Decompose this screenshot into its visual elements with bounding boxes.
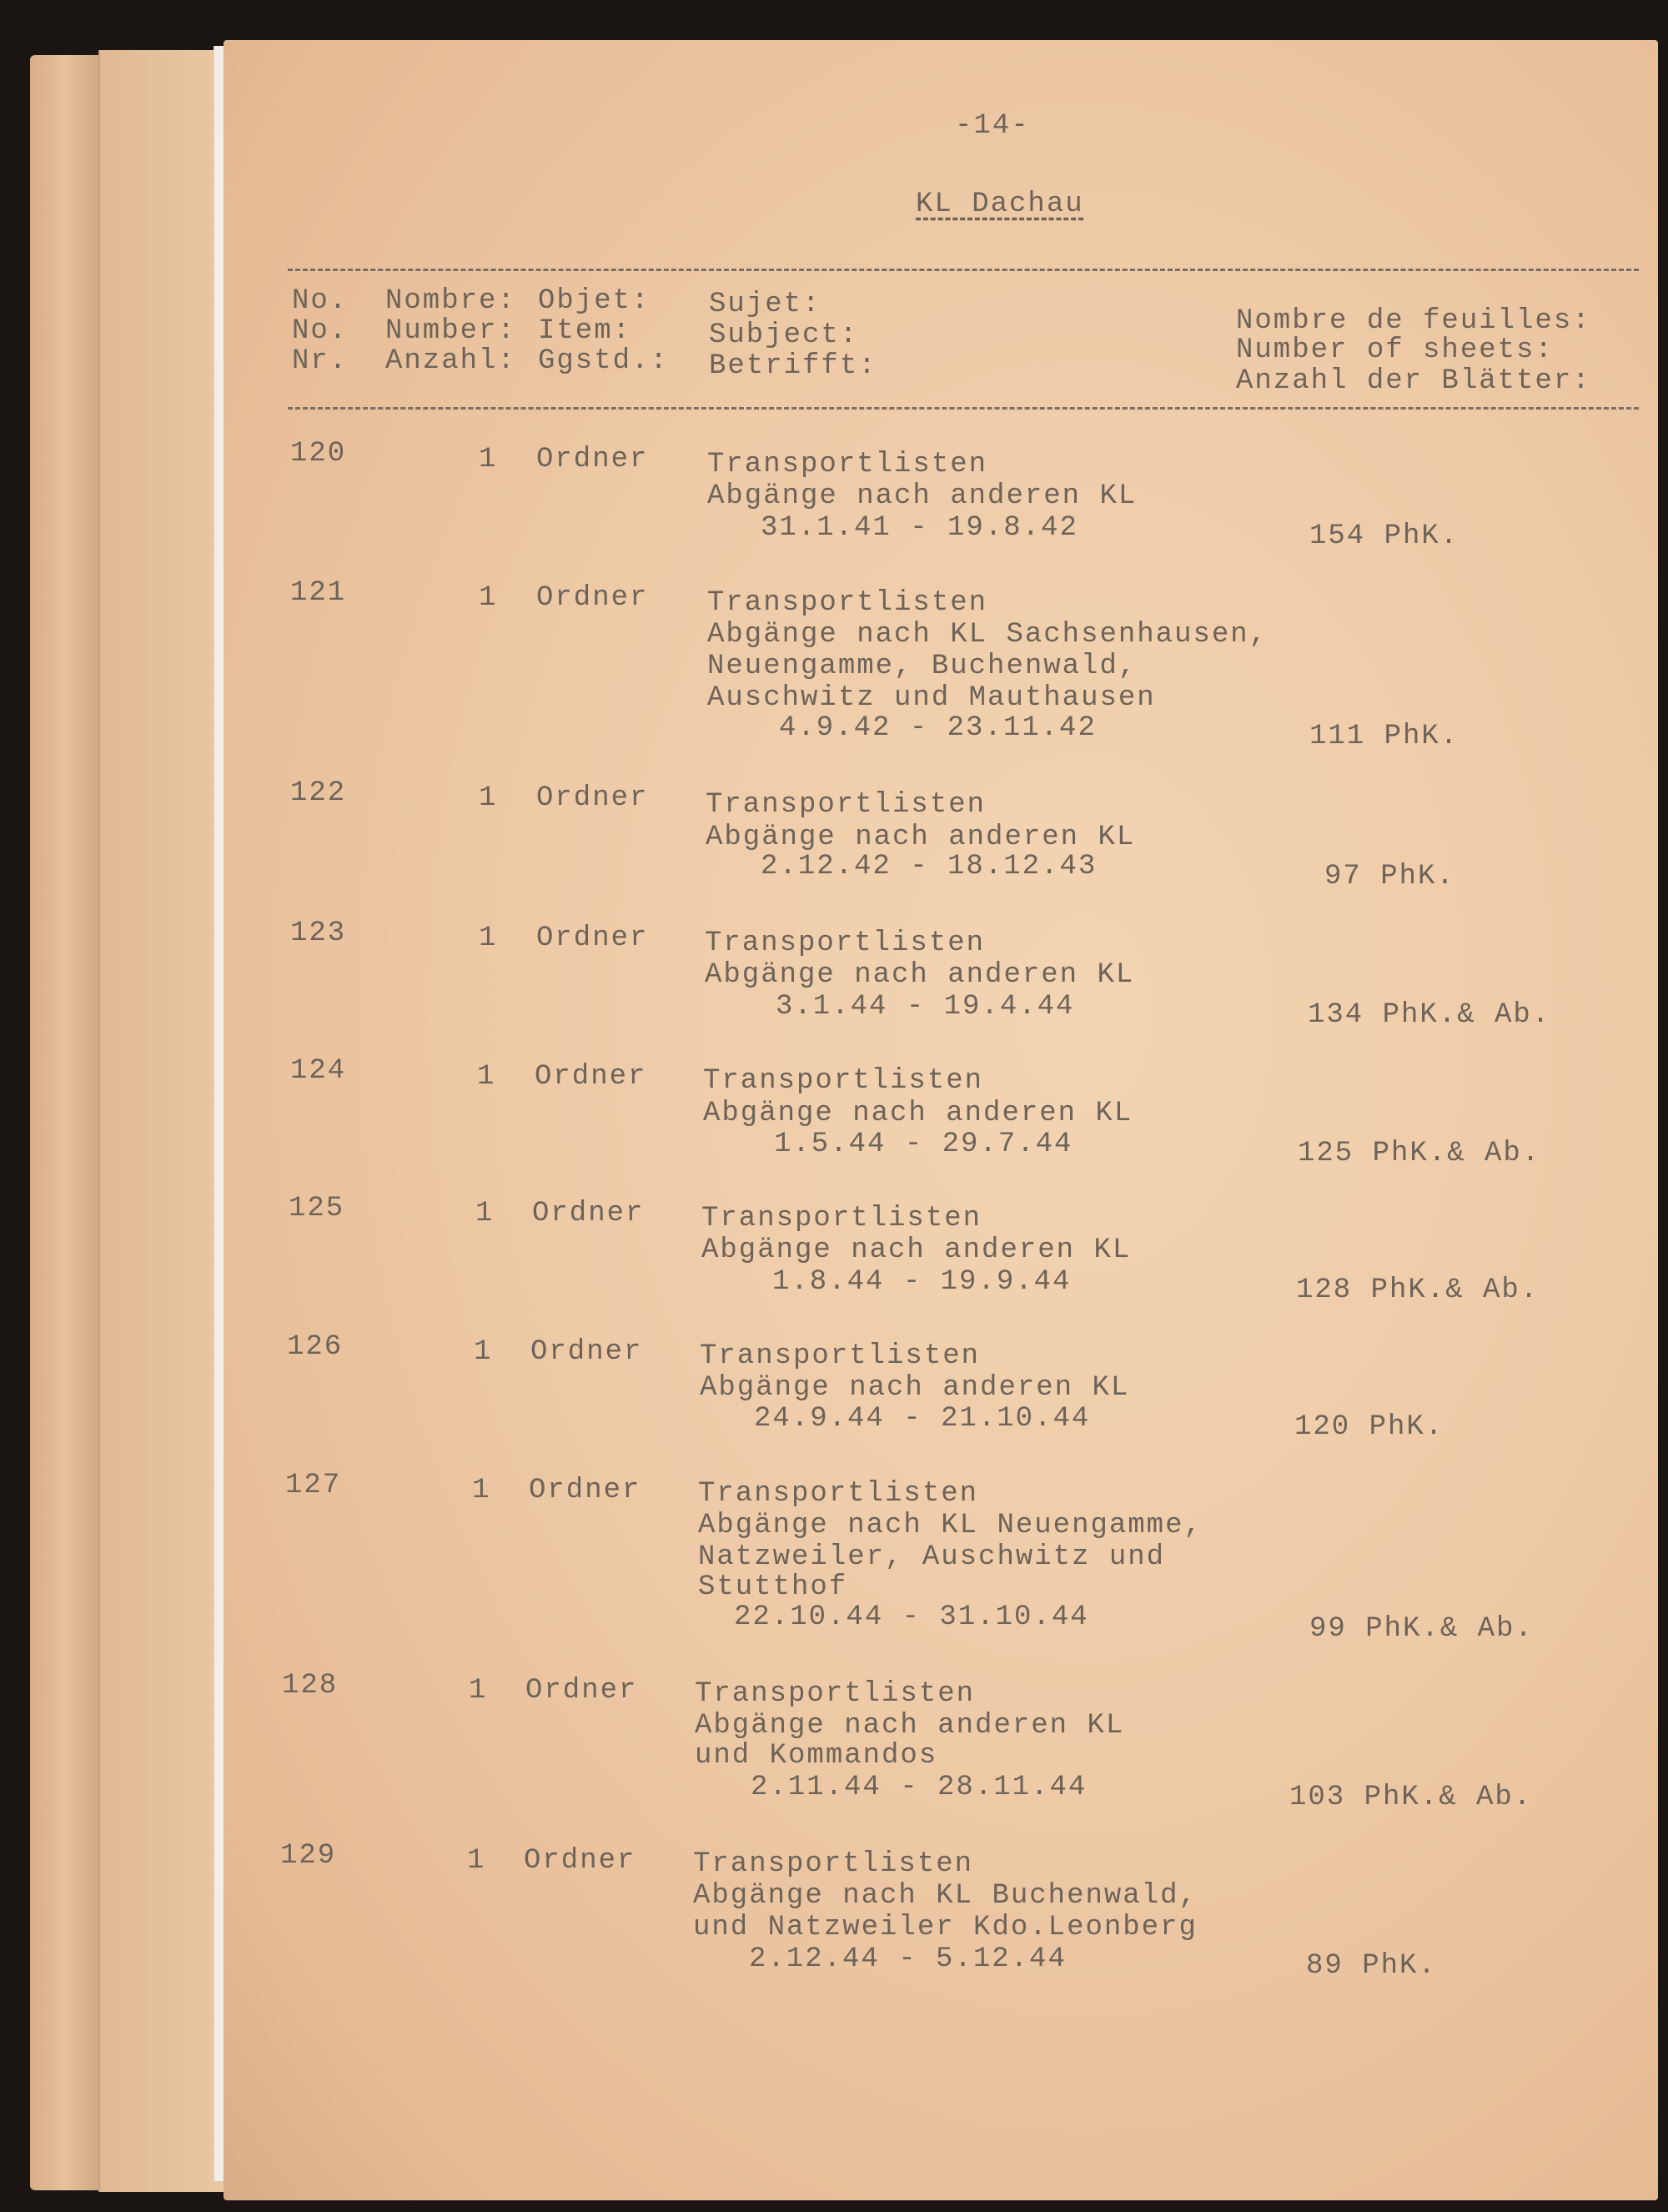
entry-subject-line: Auschwitz und Mauthausen: [707, 682, 1156, 714]
header-item-de: Ggstd.:: [538, 345, 669, 377]
entry-sheets: 99 PhK.& Ab.: [1309, 1613, 1534, 1645]
header-item-fr: Objet:: [538, 285, 651, 317]
entry-count: 1: [475, 1198, 495, 1229]
entry-sheets: 134 PhK.& Ab.: [1308, 999, 1551, 1031]
entry-item: Ordner: [536, 444, 649, 475]
entry-item: Ordner: [529, 1475, 641, 1506]
entry-count: 1: [472, 1475, 491, 1506]
document-title: KL Dachau: [916, 189, 1084, 220]
entry-number: 129: [280, 1840, 337, 1872]
entry-subject-line: Abgänge nach anderen KL: [701, 1234, 1132, 1266]
entry-number: 121: [290, 577, 347, 609]
entry-number: 124: [290, 1055, 347, 1087]
entry-dates: 22.10.44 - 31.10.44: [734, 1601, 1089, 1633]
entry-sheets: 89 PhK.: [1306, 1950, 1437, 1982]
entry-count: 1: [474, 1336, 493, 1368]
entry-subject-line: Abgänge nach KL Buchenwald,: [693, 1880, 1198, 1912]
entry-subject-line: Abgänge nach anderen KL: [705, 959, 1135, 991]
entry-subject-line: Transportlisten: [706, 789, 987, 821]
entry-subject-line: Abgänge nach anderen KL: [700, 1372, 1130, 1404]
header-count-fr: Nombre:: [385, 285, 516, 317]
entry-sheets: 154 PhK.: [1309, 520, 1460, 552]
entry-subject-line: Transportlisten: [700, 1340, 981, 1372]
entry-dates: 2.11.44 - 28.11.44: [751, 1772, 1088, 1803]
entry-dates: 31.1.41 - 19.8.42: [761, 512, 1078, 544]
entry-dates: 3.1.44 - 19.4.44: [776, 991, 1075, 1023]
header-subject-de: Betrifft:: [709, 350, 877, 382]
entry-number: 125: [289, 1193, 345, 1224]
entry-number: 128: [282, 1670, 339, 1702]
entry-subject-line: Transportlisten: [693, 1848, 974, 1880]
entry-sheets: 120 PhK.: [1294, 1411, 1444, 1443]
entry-item: Ordner: [536, 782, 649, 814]
entry-count: 1: [479, 444, 498, 475]
entry-subject-line: Transportlisten: [701, 1203, 982, 1234]
entry-item: Ordner: [535, 1061, 647, 1093]
entry-number: 123: [290, 917, 347, 949]
entry-count: 1: [469, 1675, 488, 1707]
entry-subject-line: Transportlisten: [707, 449, 988, 480]
entry-sheets: 111 PhK.: [1309, 721, 1460, 752]
entry-subject-line: Abgänge nach anderen KL: [695, 1710, 1125, 1742]
header-count-de: Anzahl:: [385, 345, 516, 377]
entry-sheets: 128 PhK.& Ab.: [1296, 1274, 1540, 1306]
entry-item: Ordner: [532, 1198, 645, 1229]
entry-subject-line: und Natzweiler Kdo.Leonberg: [693, 1912, 1198, 1943]
entry-item: Ordner: [525, 1675, 638, 1707]
entry-count: 1: [479, 582, 498, 614]
header-top-rule: [288, 269, 1639, 271]
header-item-en: Item:: [538, 315, 632, 347]
entry-sheets: 125 PhK.& Ab.: [1298, 1138, 1541, 1169]
entry-item: Ordner: [530, 1336, 643, 1368]
header-count-en: Number:: [385, 315, 516, 347]
page-edge-stack: [30, 55, 109, 2190]
entry-subject-line: Stutthof: [698, 1571, 848, 1603]
entry-subject-line: und Kommandos: [695, 1740, 938, 1772]
header-bottom-rule: [288, 407, 1639, 410]
entry-subject-line: Natzweiler, Auschwitz und: [698, 1541, 1166, 1573]
header-sheets-de: Anzahl der Blätter:: [1236, 365, 1591, 397]
header-no-fr: No.: [292, 285, 349, 317]
entry-subject-line: Abgänge nach anderen KL: [706, 822, 1136, 853]
entry-item: Ordner: [536, 582, 649, 614]
entry-subject-line: Abgänge nach KL Neuengamme,: [698, 1510, 1203, 1541]
entry-number: 122: [290, 777, 347, 809]
entry-number: 126: [287, 1331, 344, 1363]
entry-number: 127: [285, 1470, 342, 1501]
entry-subject-line: Neuengamme, Buchenwald,: [707, 651, 1138, 682]
entry-subject-line: Abgänge nach anderen KL: [707, 480, 1138, 512]
entry-dates: 2.12.42 - 18.12.43: [761, 851, 1098, 882]
header-sheets-en: Number of sheets:: [1236, 334, 1554, 366]
entry-subject-line: Transportlisten: [698, 1478, 979, 1510]
entry-count: 1: [479, 782, 498, 814]
entry-subject-line: Transportlisten: [703, 1065, 984, 1097]
entry-sheets: 97 PhK.: [1324, 861, 1455, 892]
header-sheets-fr: Nombre de feuilles:: [1236, 305, 1591, 337]
entry-item: Ordner: [524, 1845, 636, 1877]
entry-dates: 1.8.44 - 19.9.44: [772, 1266, 1072, 1298]
entry-subject-line: Abgänge nach anderen KL: [703, 1098, 1133, 1129]
entry-dates: 4.9.42 - 23.11.42: [779, 712, 1097, 744]
header-subject-en: Subject:: [709, 319, 859, 351]
entry-count: 1: [477, 1061, 496, 1093]
entry-dates: 24.9.44 - 21.10.44: [754, 1403, 1091, 1435]
entry-count: 1: [479, 923, 498, 954]
entry-count: 1: [467, 1845, 486, 1877]
entry-subject-line: Abgänge nach KL Sachsenhausen,: [707, 619, 1269, 651]
header-no-en: No.: [292, 315, 349, 347]
entry-subject-line: Transportlisten: [705, 928, 986, 959]
page-number: -14-: [955, 110, 1030, 142]
header-no-de: Nr.: [292, 345, 349, 377]
header-subject-fr: Sujet:: [709, 289, 821, 320]
entry-subject-line: Transportlisten: [695, 1678, 976, 1710]
entry-subject-line: Transportlisten: [707, 587, 988, 619]
entry-sheets: 103 PhK.& Ab.: [1289, 1782, 1533, 1813]
entry-number: 120: [290, 438, 347, 470]
entry-dates: 2.12.44 - 5.12.44: [749, 1943, 1067, 1975]
entry-item: Ordner: [536, 923, 649, 954]
entry-dates: 1.5.44 - 29.7.44: [774, 1129, 1073, 1160]
